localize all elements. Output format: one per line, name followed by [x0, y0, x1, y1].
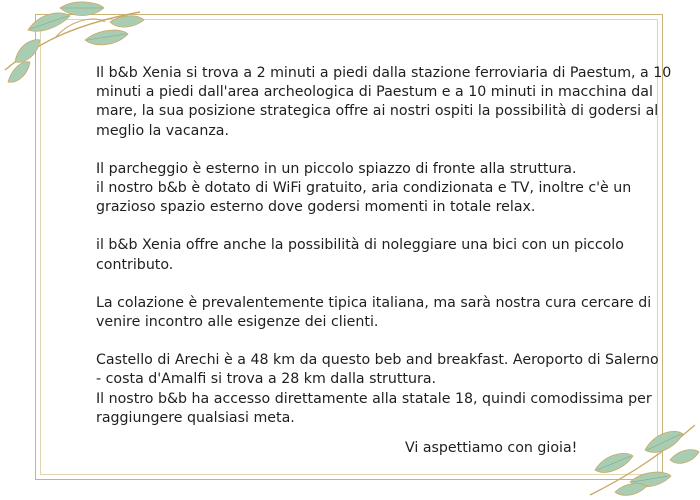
text-line: contributo.: [96, 256, 174, 273]
description-text: [96, 64, 672, 447]
paragraph-location: [96, 64, 672, 141]
text-line: meglio la vacanza.: [96, 122, 230, 139]
text-line: il b&b Xenia offre anche la possibilità di noleggiare una bici con un piccolo: [96, 237, 624, 254]
text-line: Il parcheggio è esterno in un piccolo spiazzo di fronte alla struttura.: [96, 160, 577, 177]
text-line: Il nostro b&b ha accesso direttamente alla statale 18, quindi comodissima per: [96, 390, 652, 407]
text-line: - costa d'Amalfi si trova a 28 km dalla struttura.: [96, 371, 437, 388]
text-line: raggiungere qualsiasi meta.: [96, 409, 295, 426]
text-line: minuti a piedi dall'area archeologica di Paestum e a 10 minuti in macchina dal: [96, 84, 653, 101]
text-line: grazioso spazio esterno dove godersi momenti in totale relax.: [96, 199, 536, 216]
closing-greeting: Vi aspettiamo con gioia!: [405, 440, 578, 456]
paragraph-bike-rental: [96, 236, 624, 274]
text-line: mare, la sua posizione strategica offre ai nostri ospiti la possibilità di godersi al: [96, 103, 659, 120]
paragraph-nearby: [96, 351, 659, 428]
text-line: il nostro b&b è dotato di WiFi gratuito, aria condizionata e TV, inoltre c'è un: [96, 180, 632, 197]
text-line: La colazione è prevalentemente tipica italiana, ma sarà nostra cura cercare di: [96, 294, 652, 311]
paragraph-amenities: [96, 160, 632, 218]
text-line: Il b&b Xenia si trova a 2 minuti a piedi dalla stazione ferroviaria di Paestum, a 10: [96, 65, 672, 81]
text-line: venire incontro alle esigenze dei clienti.: [96, 314, 379, 331]
text-line: Castello di Arechi è a 48 km da questo beb and breakfast. Aeroporto di Salerno: [96, 352, 659, 369]
paragraph-breakfast: [96, 294, 652, 332]
